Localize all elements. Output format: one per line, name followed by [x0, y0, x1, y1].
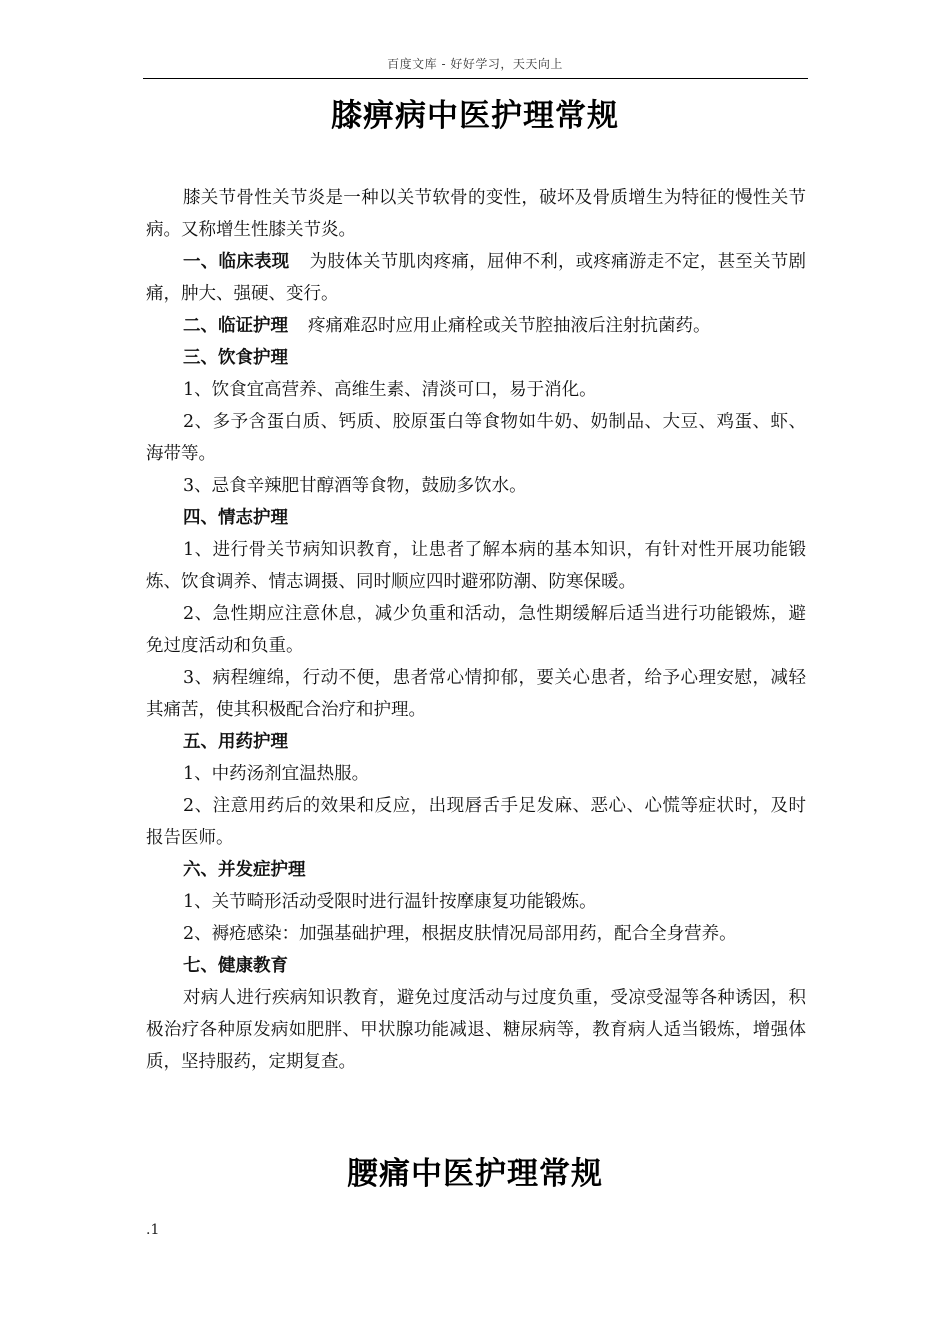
list-item: 1、进行骨关节病知识教育，让患者了解本病的基本知识，有针对性开展功能锻炼、饮食调养、情志调摄、同时顺应四时避邪防潮、防寒保暖。 [146, 540, 806, 592]
section-clinical [146, 246, 806, 310]
list-item: 2、注意用药后的效果和反应，出现唇舌手足发麻、恶心、心慌等症状时，及时报告医师。 [146, 796, 806, 848]
section-heading: 五、用药护理 [183, 732, 288, 752]
list-item: 1、饮食宜高营养、高维生素、清淡可口，易于消化。 [183, 380, 597, 400]
section-text: 为肢体关节肌肉疼痛，屈伸不利，或疼痛游走不定，甚至关节剧痛，肿大、强硬、变行。 [146, 252, 807, 304]
section-diet [146, 342, 806, 374]
section-symptom-care [146, 310, 806, 342]
section-heading: 二、临证护理 [183, 316, 288, 336]
section-complications [146, 854, 806, 886]
page-header: 百度文库 - 好好学习，天天向上 [387, 57, 563, 71]
section-text: 疼痛难忍时应用止痛栓或关节腔抽液后注射抗菌药。 [308, 316, 711, 336]
section-heading: 六、并发症护理 [183, 860, 306, 880]
list-item: 3、病程缠绵，行动不便，患者常心情抑郁，要关心患者，给予心理安慰，减轻其痛苦，使其积极配合治疗和护理。 [146, 668, 806, 720]
page-number: .1 [146, 1222, 160, 1238]
document-title-knee: 膝痹病中医护理常规 [331, 98, 619, 134]
list-item: 1、关节畸形活动受限时进行温针按摩康复功能锻炼。 [183, 892, 597, 912]
section-medication [146, 726, 806, 758]
document-title-lumbar: 腰痛中医护理常规 [347, 1156, 603, 1192]
section-text: 对病人进行疾病知识教育，避免过度活动与过度负重，受凉受湿等各种诱因，积极治疗各种原发病如肥胖、甲状腺功能减退、糖尿病等，教育病人适当锻炼，增强体质，坚持服药，定期复查。 [146, 988, 806, 1072]
section-heading: 四、情志护理 [183, 508, 288, 528]
section-education [146, 950, 806, 982]
list-item: 3、忌食辛辣肥甘醇酒等食物，鼓励多饮水。 [183, 476, 527, 496]
section-heading: 七、健康教育 [183, 956, 288, 976]
list-item: 2、褥疮感染：加强基础护理，根据皮肤情况局部用药，配合全身营养。 [183, 924, 737, 944]
intro-paragraph: 膝关节骨性关节炎是一种以关节软骨的变性，破坏及骨质增生为特征的慢性关节病。又称增生性膝关节炎。 [146, 188, 806, 240]
document-body [146, 182, 806, 1078]
section-emotion [146, 502, 806, 534]
list-item: 1、中药汤剂宜温热服。 [183, 764, 370, 784]
header-divider [143, 78, 808, 79]
list-item: 2、急性期应注意休息，减少负重和活动，急性期缓解后适当进行功能锻炼，避免过度活动和负重。 [146, 604, 806, 656]
section-heading: 三、饮食护理 [183, 348, 288, 368]
section-heading: 一、临床表现 [183, 252, 290, 272]
list-item: 2、多予含蛋白质、钙质、胶原蛋白等食物如牛奶、奶制品、大豆、鸡蛋、虾、海带等。 [146, 412, 806, 464]
